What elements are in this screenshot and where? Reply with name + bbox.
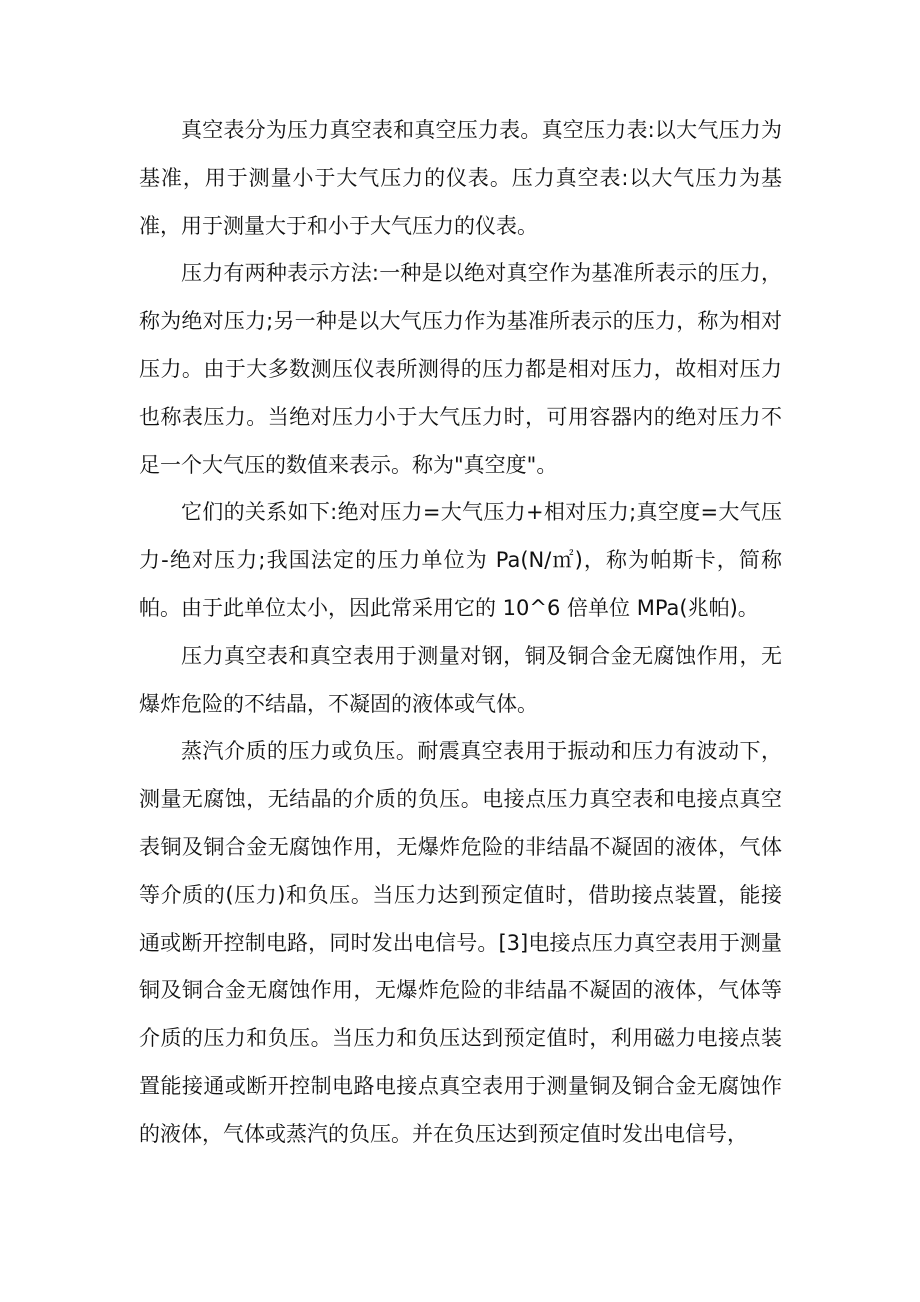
document-body [139,107,782,1159]
paragraph-gauge-applications: 压力真空表和真空表用于测量对钢，铜及铜合金无腐蚀作用，无爆炸危险的不结晶，不凝固的液体或气体。 [139,643,782,716]
paragraph-vacuum-gauge-types: 真空表分为压力真空表和真空压力表。真空压力表:以大气压力为基准，用于测量小于大气压力的仪表。压力真空表:以大气压力为基准，用于测量大于和小于大气压力的仪表。 [139,118,782,238]
paragraph-electric-contact-gauges: 蒸汽介质的压力或负压。耐震真空表用于振动和压力有波动下，测量无腐蚀，无结晶的介质的负压。电接点压力真空表和电接点真空表铜及铜合金无腐蚀作用，无爆炸危险的非结晶不凝固的液体，气体等介质的(压力)和负压。当压力达到预定值时，借助接点装置，能接通或断开控制电路，同时发出电信号。[3]电接点压力真空表用于测量铜及铜合金无腐蚀作用，无爆炸危险的非结晶不凝固的液体，气体等介质的压力和负压。当压力和负压达到预定值时，利用磁力电接点装置能接通或断开控制电路电接点真空表用于测量铜及铜合金无腐蚀作的液体，气体或蒸汽的负压。并在负压达到预定值时发出电信号， [139,739,782,1146]
paragraph-pressure-representation: 压力有两种表示方法:一种是以绝对真空作为基准所表示的压力，称为绝对压力;另一种是以大气压力作为基准所表示的压力，称为相对压力。由于大多数测压仪表所测得的压力都是相对压力，故相对压力也称表压力。当绝对压力小于大气压力时，可用容器内的绝对压力不足一个大气压的数值来表示。称为"真空度"。 [139,261,782,477]
paragraph-pressure-relations-units: 它们的关系如下:绝对压力=大气压力+相对压力;真空度=大气压力-绝对压力;我国法定的压力单位为 Pa(N/㎡)，称为帕斯卡，简称帕。由于此单位太小，因此常采用它的 10^6 倍单位 MPa(兆帕)。 [139,500,782,620]
